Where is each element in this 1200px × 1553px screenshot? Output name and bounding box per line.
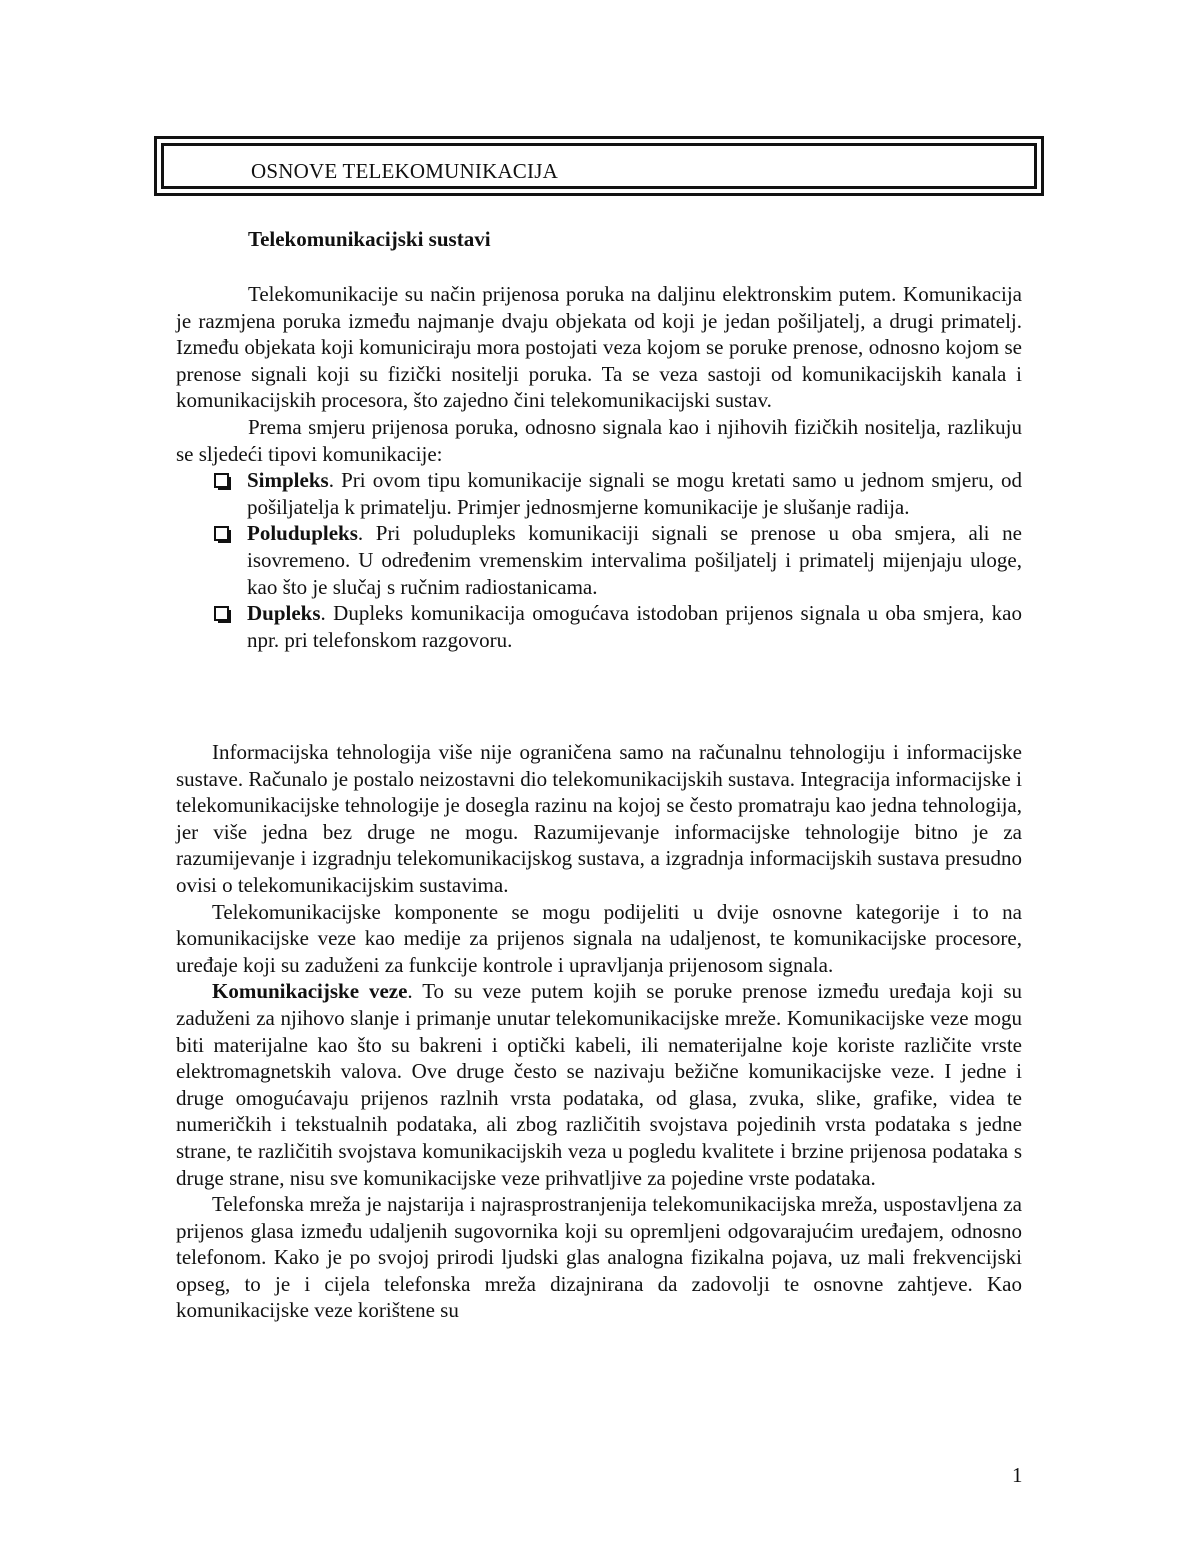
list-text: . Pri ovom tipu komunikacije signali se mogu kretati samo u jednom smjeru, od pošiljatelja k primatelju. Primjer jednosmjerne komunikacije je slušanje radija. <box>247 468 1022 519</box>
body-block <box>176 739 1022 1324</box>
section-heading: Telekomunikacijski sustavi <box>248 227 491 251</box>
checkbox-bullet-icon <box>214 526 229 541</box>
page-number: 1 <box>1012 1463 1023 1487</box>
title-inner-frame <box>161 143 1037 189</box>
intro-paragraph-1: Telekomunikacije su način prijenosa poruka na daljinu elektronskim putem. Komunikacija je razmjena poruka između najmanje dvaju objekata od koji je jedan pošiljatelj, a drugi primatelj. Između objekata koji komuniciraju mora postojati veza kojom se poruke prenose, odnosno kojom se prenose signali koji su fizički nositelji poruka. Ta se veza sastoji od komunikacijskih kanala i komunikacijskih procesora, što zajedno čini telekomunikacijski sustav. <box>176 282 1022 413</box>
intro-paragraph-2: Prema smjeru prijenosa poruka, odnosno signala kao i njihovih fizičkih nositelja, razlikuju se sljedeći tipovi komunikacije: <box>176 414 1022 466</box>
body-paragraph-3: Informacijska tehnologija više nije ograničena samo na računalnu tehnologiju i informacijske sustave. Računalo je postalo neizostavni dio telekomunikacijskih sustava. Integracija informacijske i telekomunikacijske tehnologije je dosegla razinu na kojoj se često promatraju kao jedna tehnologija, jer više jedna bez druge ne mogu. Razumijevanje informacijske tehnologije bitno je za razumijevanje i izgradnju telekomunikacijskog sustava, a izgradnja informacijskih sustava presudno ovisi o telekomunikacijskim sustavima. <box>176 740 1022 897</box>
communication-types-list <box>176 467 1022 653</box>
body-paragraph-4: Telekomunikacijske komponente se mogu podijeliti u dvije osnovne kategorije i to na komunikacijske veze kao medije za prijenos signala na udaljenost, te komunikacijske procesore, uređaje koji su zaduženi za funkcije kontrole i upravljanja prijenosom signala. <box>176 899 1022 977</box>
list-term: Poludupleks <box>247 521 358 546</box>
list-text: . Pri poludupleks komunikaciji signali se prenose u oba smjera, ali ne isovremeno. U određenim vremenskim intervalima pošiljatelj i primatelj mijenjaju uloge, kao što je slučaj s ručnim radiostanicama. <box>247 521 1022 599</box>
list-item-poludupleks <box>176 520 1022 600</box>
intro-block <box>176 281 1022 653</box>
list-item-dupleks <box>176 600 1022 653</box>
checkbox-bullet-icon <box>214 606 229 621</box>
checkbox-bullet-icon <box>214 473 229 488</box>
document-title: OSNOVE TELEKOMUNIKACIJA <box>251 159 558 183</box>
title-frame <box>154 136 1044 196</box>
list-item-simpleks <box>176 467 1022 520</box>
list-term: Simpleks <box>247 468 329 493</box>
paragraph-term: Komunikacijske veze <box>212 979 408 1004</box>
body-paragraph-5 <box>176 978 1022 1191</box>
paragraph-text: . To su veze putem kojih se poruke prenose između uređaja koji su zaduženi za njihovo slanje i primanje unutar telekomunikacijske mreže. Komunikacijske veze mogu biti materijalne kao što su bakreni i optički kabeli, ili nematerijalne koje koriste različite vrste elektromagnetskih valova. Ove druge često se nazivaju bežične komunikacijske veze. I jedne i druge omogućavaju prijenos razlnih vrsta podataka, od glasa, zvuka, slike, grafike, videa te numeričkih i tekstualnih podataka, ali zbog različitih svojstava pojedinih vrsta podataka s jedne strane, te različitih svojstava komunikacijskih veza u pogledu kvalitete i brzine prijenosa podataka s druge strane, nisu sve komunikacijske veze prihvatljive za pojedine vrste podataka. <box>176 979 1022 1190</box>
list-text: . Dupleks komunikacija omogućava istodoban prijenos signala u oba smjera, kao npr. pri telefonskom razgovoru. <box>247 601 1022 652</box>
list-term: Dupleks <box>247 601 321 626</box>
body-paragraph-6: Telefonska mreža je najstarija i najrasprostranjenija telekomunikacijska mreža, uspostavljena za prijenos glasa između udaljenih sugovornika koji su opremljeni odgovarajućim uređajem, odnosno telefonom. Kako je po svojoj prirodi ljudski glas analogna fizikalna pojava, uz mali frekvencijski opseg, to je i cijela telefonska mreža dizajnirana da zadovolji te osnovne zahtjeve. Kao komunikacijske veze korištene su <box>176 1192 1022 1323</box>
